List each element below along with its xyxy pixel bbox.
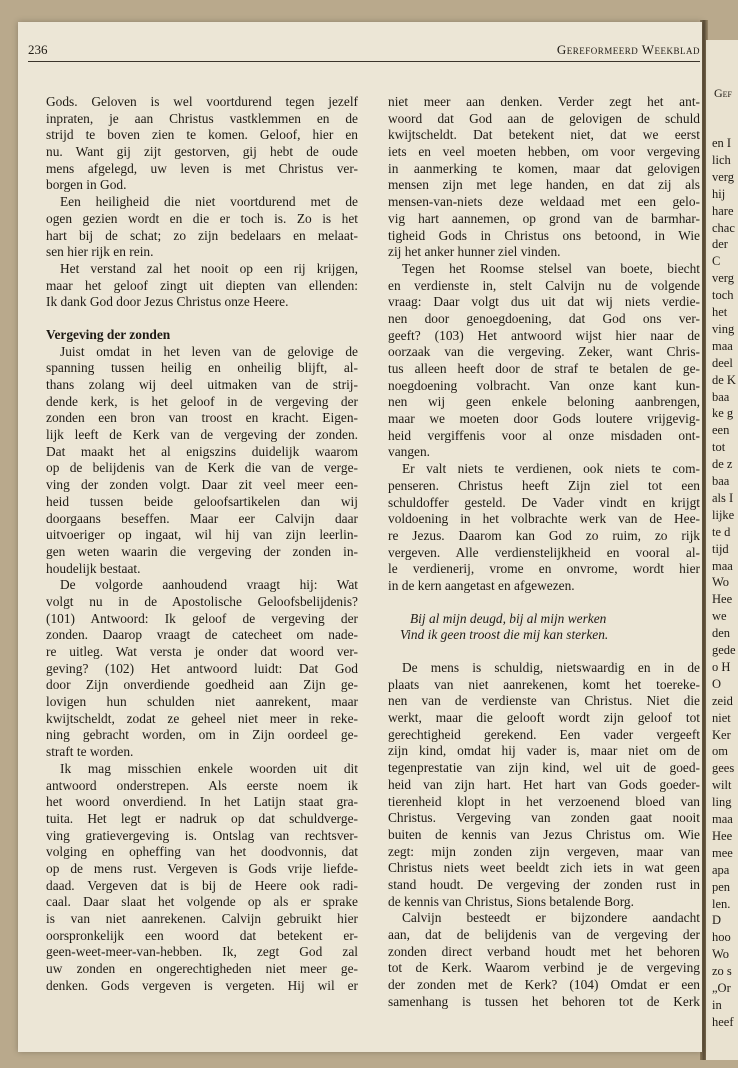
text-line: vig hart aannemen, op grond van de barmhar- [388,210,700,226]
page-number: 236 [28,42,48,57]
text-line: tuita. Het legt er nadruk op dat schuldverge- [46,810,358,826]
text-line: thans zolang wij deel uitmaken van de strij- [46,377,358,392]
text-line: tot de Kerk. Waarom verbind je de vergeving [388,960,700,976]
adjacent-page-line: tijd [712,541,729,556]
adjacent-page-line: zeid [712,693,733,708]
quote-line: Bij al mijn deugd, bij al mijn werken [410,610,607,626]
text-line: houdelijk bestaat. [46,560,141,576]
text-line: Christus niets weet beeldt zich iets in wat geen [388,860,700,876]
adjacent-page-line: maa [712,338,733,353]
text-line: mens afgelegd, uw leven is met Christus ver- [46,160,358,176]
adjacent-page-line: ling [712,795,732,810]
adjacent-page-line: apa [712,862,730,877]
adjacent-page-line: lich [712,152,731,167]
text-line: zonden. Daarop vraagt de catecheet om nade- [46,627,358,643]
left-column [46,94,358,994]
adjacent-page-line: len. [712,896,731,911]
text-line: daad. Vergeven dat is bij de Heere ook radi- [46,877,358,893]
text-line: heid van zijn hart. Het hart van Gods goeder- [388,776,700,792]
adjacent-page-line: hij [712,186,726,201]
text-line: uitvoeriger op ingaat, wil hij van zijn leerlin- [46,527,358,543]
text-line: inpraten, je aan Christus vastklemmen en de [46,110,358,126]
text-line: lijk leeft de Kerk van de vergeving der zonden. [46,427,358,443]
adjacent-page-line: pen [712,879,731,894]
adjacent-page-line: deel [712,355,733,370]
text-line: straft te worden. [46,744,134,760]
adjacent-page-header: Gef [714,86,733,100]
text-line: uw zonden en ongerechtigheden niet meer ge- [46,961,358,977]
text-line: geving? (102) Het antwoord luidt: Dat God [46,660,358,676]
adjacent-page-line: en I [712,136,732,150]
adjacent-page-line: Hee [712,828,733,843]
adjacent-page-line: een [712,423,730,438]
adjacent-page-line: Wo [712,947,730,962]
text-line: mensen-van-niets deze weldaad met een gelo- [388,194,700,210]
adjacent-page-line: verg [712,271,734,286]
adjacent-page-line: gees [712,761,735,776]
text-line: in aanmerking te komen, maar dat gelovigen [388,160,700,176]
text-line: heid vergiffenis voor al onze misdaden ont- [388,427,700,443]
quote-line: Vind ik geen troost die mij kan sterken. [400,627,609,643]
text-line: Christus. Vergeving van zonden gaat nooit [388,810,700,826]
text-line: doorgaans beseffen. Maar eer Calvijn daar [46,510,358,526]
adjacent-page-line: lijke [712,507,735,522]
text-line: volgt nu in de Apostolische Geloofsbelijdenis? [46,593,358,609]
text-line: oorzaak van die vergeving. Zeker, want Chris- [388,344,700,360]
adjacent-page-line: Hee [712,592,733,607]
text-line: noegdoening volbracht. Van onze kant kun- [388,377,700,393]
text-line: re Jezus. Daarom kan God zo ruim, zo rijk [388,527,700,543]
text-line: tierenheid klopt in het verzoenend bloed van [388,793,700,809]
text-line: zegt: mijn zonden zijn vergeven, maar van [388,843,700,859]
adjacent-page-line: tot [712,440,726,455]
adjacent-page-line: niet [712,710,731,725]
text-line: ving gratievergeving is. Ontslag van rechtsver- [46,827,358,843]
text-line: caal. Daar slaat het volgende op als er sprake [46,894,358,910]
text-line: zonden een bron van troost en kracht. Eigen- [46,410,358,426]
adjacent-page-line: verg [712,169,734,184]
adjacent-page-line: de z [712,457,733,472]
text-line: oorspronkelijk een woord dat betekent er- [46,927,358,943]
text-line: Tegen het Roomse stelsel van boete, biecht [402,260,700,276]
text-line: de kennis van Christus, Sions betalende Borg. [388,893,634,909]
adjacent-page-line: O [712,676,722,691]
text-line: Ik mag misschien enkele woorden uit dit [60,760,358,776]
text-line: op de mens rust. Vergeven is Gods vrije liefde- [46,860,358,876]
text-line: tigheid Gods in Christus ons betoond, in Wie [388,227,700,243]
text-line: vraag: Daar volgt dus uit dat wij niets verdie- [388,294,700,310]
adjacent-page-line: o H [712,659,731,674]
text-line: re uitleg. Wat versta je onder dat woord ver- [46,644,358,659]
section-heading: Vergeving der zonden [46,326,171,342]
adjacent-page-line: de K [712,372,736,387]
text-line: vangen. [388,444,431,460]
adjacent-page-line: te d [712,524,731,539]
adjacent-page-line: Ker [712,727,731,742]
adjacent-page-line: in [712,997,722,1012]
text-line: in de kern aangetast en afgewezen. [388,577,575,593]
text-line: lovigen hun schulden niet aanrekent, maar [46,694,358,710]
text-line: ving der zonden volgt. Daar zit veel meer een- [46,477,358,493]
adjacent-page-line: maa [712,812,733,826]
text-line: iets en veel moeten hebben, om voor vergeving [388,144,700,160]
text-line: Een heiligheid die niet voortdurend met de [60,194,358,210]
text-line: borgen in God. [46,177,127,193]
text-line: nen van de verdienste van Christus. Niet die [388,693,700,709]
adjacent-page-line: maa [712,558,733,573]
adjacent-page-line: als I [712,490,734,505]
text-line: buiten de kennis van Jezus Christus om. Wie [388,826,700,842]
adjacent-page-line: gede [712,643,736,657]
adjacent-page-line: hoo [712,930,731,945]
text-line: schuldoffer gesteld. De Vader vindt en krijgt [388,494,700,510]
text-line: denken. Gods vergeven is vergeten. Hij wil er [46,977,358,993]
text-line: werkt, maar die gelooft wordt zijn geloof tot [388,710,700,726]
poem-quote [388,611,700,644]
journal-title: Gereformeerd Weekblad [556,42,700,57]
adjacent-page-line: D [712,913,722,928]
text-line: Het verstand zal het nooit op een rij krijgen, [60,260,358,276]
text-line: Er valt niets te verdienen, ook niets te com- [402,461,700,477]
text-line: Gods. Geloven is wel voortdurend tegen jezelf [46,94,358,109]
text-line: mensen zijn met lege handen, en dat zij als [388,177,700,193]
adjacent-page-line: om [712,744,728,759]
text-line: Ik dank God door Jezus Christus onze Heere. [46,294,289,310]
adjacent-page-line: „Or [712,981,731,995]
text-line: strijd te boven zien te komen. Geloof, hier en [46,127,358,143]
running-header [28,40,700,62]
text-line: gerechtigheid gerekend. Een vader vergeeft [388,726,700,742]
text-line: nen door genoegdoening, dat God ons ver- [388,310,700,326]
text-line: zonden direct verband houdt met het behoren [388,943,700,959]
adjacent-page-line: zo s [712,964,732,979]
text-line: niet meer aan denken. Verder zegt het ant- [388,94,700,109]
text-line: Calvijn besteedt er bijzondere aandacht [402,910,700,926]
text-line: nen wij geen enkele beloning aanbrengen, [388,394,700,410]
text-line: zijn kind, omdat hij vader is, maar niet om de [388,743,700,759]
adjacent-page-line: heef [712,1014,734,1029]
text-line: het woord onverdiend. In het Latijn staat gra- [46,794,358,810]
adjacent-page-line: hare [712,203,734,218]
text-line: heid tussen beide geloofsartikelen dan wij [46,493,358,509]
text-line: op de belijdenis van de Kerk die van de verge- [46,460,358,476]
adjacent-page-line: het [712,305,728,319]
text-line: (101) Antwoord: Ik geloof de vergeving der [46,610,358,626]
text-line: maar het geloof zingt uit diepten van ellenden: [46,277,358,293]
text-line: aan, dat de belijdenis van de vergeving der [388,927,700,942]
text-line: ning gebracht worden, om in Zijn oordeel ge- [46,727,358,743]
text-line: kwijtscheldt, zodat ze geheel niet meer in reke- [46,710,358,726]
adjacent-page-line: ving [712,321,735,336]
text-line: woord dat God aan de gelovigen de schuld [388,110,700,126]
text-line: voldoening in het volbrachte werk van de Hee- [388,511,700,527]
adjacent-page-line: C [712,254,721,269]
text-line: is van niet aanrekenen. Calvijn gebruikt hier [46,911,358,926]
right-column [388,94,700,1010]
text-line: hart bij de schat; zo zijn bedelaars en melaat- [46,227,358,243]
text-line: le verdienerij, vrome en onvrome, wordt hier [388,561,700,577]
text-line: tegenprestatie van zijn kind, wel uit de goed- [388,760,700,776]
text-line: dende kerk, is het geloof in de vergeving der [46,393,358,409]
text-line: geeft? (103) Het antwoord wijst hier naar de [388,327,700,343]
text-line: tus alleen heeft door de straf te betalen de ge- [388,361,700,376]
text-line: maar we moeten door Gods loutere vrijgevig- [388,411,700,427]
text-line: gen weten waarin die vergeving der zonden in- [46,543,358,559]
text-line: sen hier rijk en rein. [46,244,154,260]
text-line: nu. Want gij zijt gestorven, gij hebt de oude [46,144,358,160]
text-line: Dat maakt het al enigszins duidelijk waarom [46,443,358,459]
adjacent-page-line: chac [712,220,735,235]
text-line: en verdienste in, stelt Calvijn nu de volgende [388,277,700,293]
text-line: plaats van niet aanrekenen, komt het toereke- [388,676,700,692]
text-line: Juist omdat in het leven van de gelovige de [60,343,358,359]
text-line: spanning tussen heilig en onheilig blijft, al- [46,360,358,376]
adjacent-page-line: toch [712,288,734,303]
text-line: geen-weet-meer-van-hebben. Ik, zegt God zal [46,944,358,960]
text-line: De volgorde aanhoudend vraagt hij: Wat [60,577,358,593]
text-line: vergeven. Alle verdienstelijkheid en vooral al- [388,544,700,560]
adjacent-page-line: baa [712,474,730,488]
text-line: door Zijn onverdiende goedheid aan Zijn ge- [46,677,358,693]
text-line: zij het anker hunner ziel vinden. [388,244,561,260]
text-line: kwijtscheldt. Dat betekent niet, dat we eerst [388,127,700,143]
adjacent-page-line: den [712,626,731,641]
text-line: antwoord onderstrepen. Als eerste noem ik [46,777,358,793]
adjacent-page-line: mee [712,845,733,860]
text-line: penseren. Christus heeft Zijn ziel tot een [388,477,700,493]
text-line: samenhang is tussen het behoren tot de Kerk [388,993,700,1009]
adjacent-page [706,40,738,1060]
text-line: volging en opheffing van het doodvonnis, dat [46,844,358,860]
text-line: De mens is schuldig, nietswaardig en in de [402,660,700,675]
text-line: der zonden met de Kerk? (104) Omdat er een [388,977,700,993]
adjacent-page-line: der [712,237,728,252]
text-line: ogen gezien wordt en die er toch is. Zo is het [46,210,358,226]
adjacent-page-line: baa [712,389,730,404]
text-line: stand houdt. De vergeving der zonden rust in [388,876,700,892]
adjacent-page-line: we [712,609,727,624]
adjacent-page-line: ke g [712,406,734,421]
adjacent-page-line: Wo [712,575,730,590]
adjacent-page-line: wilt [712,778,732,793]
